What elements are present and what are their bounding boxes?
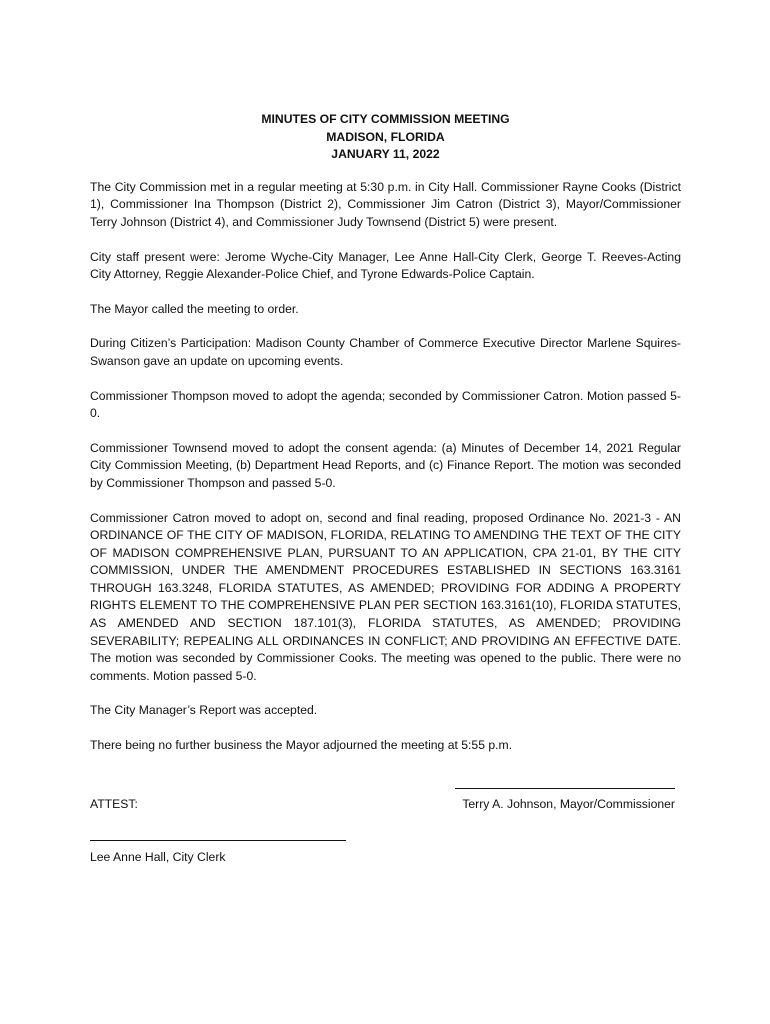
paragraph-adjournment: There being no further business the Mayor adjourned the meeting at 5:55 p.m. bbox=[90, 738, 513, 753]
minutes-body bbox=[90, 111, 681, 862]
signature-section bbox=[90, 772, 681, 862]
mayor-signature-name: Terry A. Johnson, Mayor/Commissioner bbox=[462, 796, 675, 811]
document-location: MADISON, FLORIDA bbox=[326, 129, 445, 144]
paragraph-staff-present: City staff present were: Jerome Wyche-City Manager, Lee Anne Hall-City Clerk, George T. Reeves-Acting City Attorney, Reggie Alexander-Police Chief, and Tyrone Edwards-Police Captain. bbox=[90, 249, 681, 282]
paragraph-citizens-participation: During Citizen’s Participation: Madison County Chamber of Commerce Executive Director Marlene Squires-Swanson gave an update on upcoming events. bbox=[90, 336, 681, 368]
document-date: JANUARY 11, 2022 bbox=[331, 147, 440, 162]
document-header bbox=[90, 111, 681, 164]
clerk-signature-name: Lee Anne Hall, City Clerk bbox=[90, 849, 226, 864]
paragraph-call-to-order: The Mayor called the meeting to order. bbox=[90, 301, 299, 316]
paragraph-ordinance: Commissioner Catron moved to adopt on, second and final reading, proposed Ordinance No. 2021-3 - AN ORDINANCE OF THE CITY OF MADISON, FLORIDA, RELATING TO AMENDING THE TEXT OF THE CITY OF MADISON COMPREHENSIVE PLAN, PURSUANT TO AN APPLICATION, CPA 21-01, BY THE CITY COMMISSION, UNDER THE AMENDMENT PROCEDURES ESTABLISHED IN SECTIONS 163.3161 THROUGH 163.3248, FLORIDA STATUTES, AS AMENDED; PROVIDING FOR ADDING A PROPERTY RIGHTS ELEMENT TO THE COMPREHENSIVE PLAN PER SECTION 163.3161(10), FLORIDA STATUTES, AS AMENDED AND SECTION 187.101(3), FLORIDA STATUTES, AS AMENDED; PROVIDING SEVERABILITY; REPEALING ALL ORDINANCES IN CONFLICT; AND PROVIDING AN EFFECTIVE DATE. The motion was seconded by Commissioner Cooks. The meeting was opened to the public. There were no comments. Motion passed 5-0. bbox=[90, 510, 681, 683]
mayor-signature-line bbox=[455, 772, 675, 789]
document-title: MINUTES OF CITY COMMISSION MEETING bbox=[261, 112, 510, 126]
attest-label: ATTEST: bbox=[90, 796, 138, 811]
paragraph-city-manager-report: The City Manager’s Report was accepted. bbox=[90, 703, 318, 718]
clerk-signature-line bbox=[90, 824, 346, 841]
paragraph-agenda-motion: Commissioner Thompson moved to adopt the agenda; seconded by Commissioner Catron. Motion passed 5-0. bbox=[90, 388, 681, 421]
paragraph-consent-agenda: Commissioner Townsend moved to adopt the consent agenda: (a) Minutes of December 14, 2021 Regular City Commission Meeting, (b) Department Head Reports, and (c) Finance Report. The motion was seconded by Commissioner Thompson and passed 5-0. bbox=[90, 440, 681, 490]
paragraph-attendance: The City Commission met in a regular meeting at 5:30 p.m. in City Hall. Commissioner Rayne Cooks (District 1), Commissioner Ina Thompson (District 2), Commissioner Jim Catron (District 3), Mayor/Commissioner Terry Johnson (District 4), and Commissioner Judy Townsend (District 5) were present. bbox=[90, 179, 681, 229]
